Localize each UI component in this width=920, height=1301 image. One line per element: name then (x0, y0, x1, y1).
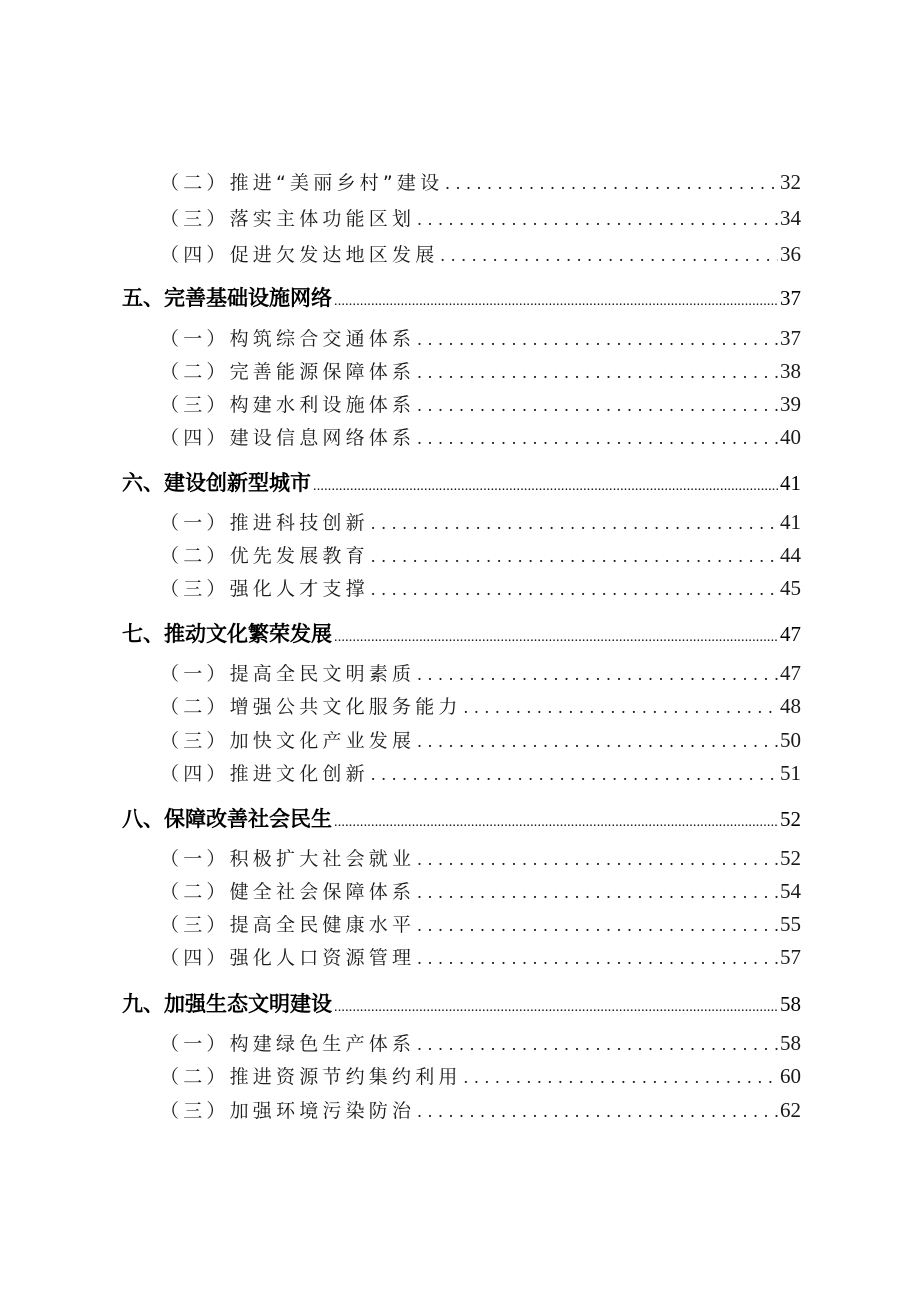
dot-leader (417, 209, 778, 230)
toc-chapter-title: 五、完善基础设施网络 (122, 286, 332, 310)
toc-entry-page: 37 (780, 326, 801, 350)
dot-leader (417, 731, 778, 752)
toc-entry-title: （一）推进科技创新 (160, 512, 369, 534)
toc-entry[interactable] (160, 240, 801, 267)
toc-entry-title: （四）强化人口资源管理 (160, 947, 416, 969)
dot-leader (417, 428, 778, 449)
toc-entry[interactable] (160, 759, 801, 786)
toc-entry-page: 41 (780, 510, 801, 534)
toc-entry-title: （三）加强环境污染防治 (160, 1100, 416, 1122)
toc-entry-title: （二）优先发展教育 (160, 545, 369, 567)
dot-leader (371, 513, 778, 534)
dot-leader (334, 294, 778, 310)
dot-leader (464, 1067, 778, 1088)
dot-leader (334, 630, 778, 646)
toc-entry[interactable] (160, 877, 801, 904)
toc-entry-title: （四）建设信息网络体系 (160, 427, 416, 449)
toc-entry-title: （二）推进“美丽乡村”建设 (160, 172, 444, 194)
toc-entry-title: （一）构筑综合交通体系 (160, 328, 416, 350)
toc-entry-title: （三）强化人才支撑 (160, 578, 369, 600)
toc-entry-title: （二）推进资源节约集约利用 (160, 1066, 462, 1088)
toc-entry-title: （二）增强公共文化服务能力 (160, 696, 462, 718)
toc-chapter[interactable] (122, 618, 801, 648)
toc-entry-page: 58 (780, 1031, 801, 1055)
toc-entry-title: （三）落实主体功能区划 (160, 208, 416, 230)
toc-entry[interactable] (160, 168, 801, 195)
toc-entry[interactable] (160, 943, 801, 970)
toc-entry-page: 47 (780, 661, 801, 685)
toc-chapter[interactable] (122, 803, 801, 833)
toc-entry[interactable] (160, 390, 801, 417)
toc-chapter-title: 六、建设创新型城市 (122, 471, 311, 495)
toc-chapter-page: 58 (780, 992, 801, 1016)
toc-entry[interactable] (160, 574, 801, 601)
toc-chapter[interactable] (122, 282, 801, 312)
dot-leader (417, 882, 778, 903)
dot-leader (417, 329, 778, 350)
toc-entry-title: （四）推进文化创新 (160, 763, 369, 785)
toc-entry-title: （三）构建水利设施体系 (160, 394, 416, 416)
dot-leader (417, 1101, 778, 1122)
toc-entry[interactable] (160, 423, 801, 450)
toc-chapter[interactable] (122, 467, 801, 497)
toc-entry-title: （三）加快文化产业发展 (160, 730, 416, 752)
toc-entry-page: 39 (780, 392, 801, 416)
toc-entry-page: 62 (780, 1098, 801, 1122)
toc-entry-title: （四）促进欠发达地区发展 (160, 244, 439, 266)
toc-chapter-title: 七、推动文化繁荣发展 (122, 622, 332, 646)
toc-entry-page: 40 (780, 425, 801, 449)
dot-leader (417, 395, 778, 416)
toc-entry[interactable] (160, 692, 801, 719)
toc-entry[interactable] (160, 357, 801, 384)
toc-entry[interactable] (160, 1029, 801, 1056)
toc-entry-title: （一）积极扩大社会就业 (160, 848, 416, 870)
toc-entry[interactable] (160, 204, 801, 231)
toc-chapter[interactable] (122, 988, 801, 1018)
dot-leader (417, 915, 778, 936)
dot-leader (417, 362, 778, 383)
toc-entry[interactable] (160, 844, 801, 871)
toc-entry[interactable] (160, 1062, 801, 1089)
dot-leader (417, 664, 778, 685)
toc-entry[interactable] (160, 541, 801, 568)
toc-entry-page: 57 (780, 945, 801, 969)
toc-entry-page: 44 (780, 543, 801, 567)
toc-chapter-page: 41 (780, 471, 801, 495)
dot-leader (334, 815, 778, 831)
dot-leader (371, 579, 778, 600)
toc-entry-page: 55 (780, 912, 801, 936)
toc-chapter-title: 九、加强生态文明建设 (122, 992, 332, 1016)
toc-entry[interactable] (160, 324, 801, 351)
toc-entry-title: （一）构建绿色生产体系 (160, 1033, 416, 1055)
toc-entry-title: （一）提高全民文明素质 (160, 663, 416, 685)
dot-leader (445, 173, 778, 194)
dot-leader (334, 1000, 778, 1016)
dot-leader (371, 546, 778, 567)
toc-entry-page: 32 (780, 170, 801, 194)
dot-leader (417, 849, 778, 870)
toc-entry-page: 36 (780, 242, 801, 266)
dot-leader (313, 479, 778, 495)
toc-entry[interactable] (160, 910, 801, 937)
toc-entry[interactable] (160, 659, 801, 686)
toc-entry-page: 48 (780, 694, 801, 718)
toc-entry-title: （二）健全社会保障体系 (160, 881, 416, 903)
toc-entry-title: （三）提高全民健康水平 (160, 914, 416, 936)
toc-entry[interactable] (160, 508, 801, 535)
dot-leader (417, 1034, 778, 1055)
dot-leader (417, 948, 778, 969)
toc-chapter-title: 八、保障改善社会民生 (122, 807, 332, 831)
dot-leader (440, 245, 778, 266)
dot-leader (371, 764, 778, 785)
toc-entry-page: 38 (780, 359, 801, 383)
toc-chapter-page: 52 (780, 807, 801, 831)
toc-entry-page: 34 (780, 206, 801, 230)
toc-entry-page: 50 (780, 728, 801, 752)
toc-entry-page: 45 (780, 576, 801, 600)
toc-entry-page: 54 (780, 879, 801, 903)
toc-entry-page: 51 (780, 761, 801, 785)
toc-entry-title: （二）完善能源保障体系 (160, 361, 416, 383)
toc-entry[interactable] (160, 726, 801, 753)
toc-entry[interactable] (160, 1096, 801, 1123)
toc-entry-page: 60 (780, 1064, 801, 1088)
dot-leader (464, 697, 778, 718)
toc-entry-page: 52 (780, 846, 801, 870)
toc-chapter-page: 37 (780, 286, 801, 310)
toc-chapter-page: 47 (780, 622, 801, 646)
